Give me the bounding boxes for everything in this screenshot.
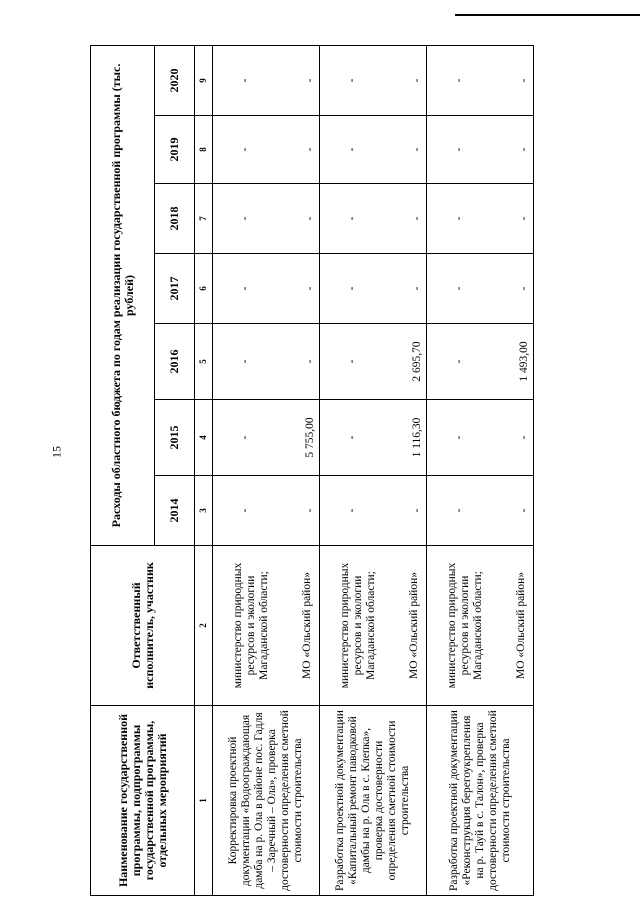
executor-cell bbox=[320, 546, 427, 706]
value-municipality: - bbox=[304, 286, 316, 291]
year-value-cell bbox=[320, 184, 427, 254]
executor-municipality: МО «Ольский район» bbox=[408, 572, 420, 679]
value-municipality: - bbox=[518, 147, 530, 152]
value-ministry: - bbox=[346, 216, 358, 221]
column-number: 2 bbox=[195, 546, 213, 706]
value-ministry: - bbox=[346, 286, 358, 291]
year-value-cell bbox=[320, 400, 427, 476]
value-municipality: - bbox=[304, 359, 316, 364]
activity-name: Разработка проектной документации «Капитальный ремонт паводковой дамбы на р. Ола в с. Клепка», проверка достоверности определения сметной стоимости строительства bbox=[320, 706, 427, 896]
value-ministry: - bbox=[239, 359, 251, 364]
activity-name: Корректировка проектной документации «Водоограждающая дамба на р. Ола в районе пос. Гадля – Заречный – Ола», проверка достоверности определения сметной стоимости строительства bbox=[213, 706, 320, 896]
value-municipality: - bbox=[518, 216, 530, 221]
value-ministry: - bbox=[453, 435, 465, 440]
value-municipality: - bbox=[411, 147, 423, 152]
value-ministry: - bbox=[346, 508, 358, 513]
value-ministry: - bbox=[453, 359, 465, 364]
table-row bbox=[320, 46, 427, 896]
value-ministry: - bbox=[239, 216, 251, 221]
executor-municipality: МО «Ольский район» bbox=[301, 572, 313, 679]
year-value-cell bbox=[427, 184, 534, 254]
value-municipality: 2 695,70 bbox=[411, 341, 423, 382]
year-value-cell bbox=[320, 254, 427, 324]
year-value-cell bbox=[427, 46, 534, 116]
value-municipality: - bbox=[411, 78, 423, 83]
value-municipality: - bbox=[518, 286, 530, 291]
column-number: 5 bbox=[195, 324, 213, 400]
activity-name: Разработка проектной документации «Реконструкция берегоукрепления на р. Тауй в с. Талон», проверка достоверности определения сметной стоимости строительства bbox=[427, 706, 534, 896]
year-header: 2018 bbox=[155, 184, 195, 254]
column-number: 7 bbox=[195, 184, 213, 254]
value-ministry: - bbox=[346, 78, 358, 83]
top-rule bbox=[455, 14, 640, 16]
table-row bbox=[213, 46, 320, 896]
rotated-table-wrapper bbox=[90, 46, 530, 896]
table-row bbox=[427, 46, 534, 896]
value-municipality: - bbox=[518, 78, 530, 83]
year-value-cell bbox=[320, 476, 427, 546]
value-municipality: 1 493,00 bbox=[518, 341, 530, 382]
column-number: 6 bbox=[195, 254, 213, 324]
header-budget: Расходы областного бюджета по годам реализации государственной программы (тыс. рублей) bbox=[91, 46, 155, 546]
value-municipality: - bbox=[411, 216, 423, 221]
value-municipality: - bbox=[518, 435, 530, 440]
executor-ministry: министерство природных ресурсов и экологии Магаданской области; bbox=[339, 562, 377, 689]
value-municipality: 5 755,00 bbox=[304, 417, 316, 458]
year-value-cell bbox=[427, 254, 534, 324]
executor-cell bbox=[213, 546, 320, 706]
value-municipality: - bbox=[304, 508, 316, 513]
year-value-cell bbox=[213, 400, 320, 476]
value-ministry: - bbox=[453, 78, 465, 83]
executor-ministry: министерство природных ресурсов и экологии Магаданской области; bbox=[232, 562, 270, 689]
table-body bbox=[213, 46, 534, 896]
value-municipality: - bbox=[304, 78, 316, 83]
column-number: 1 bbox=[195, 706, 213, 896]
value-ministry: - bbox=[346, 147, 358, 152]
executor-municipality: МО «Ольский район» bbox=[515, 572, 527, 679]
year-value-cell bbox=[213, 254, 320, 324]
year-header: 2020 bbox=[155, 46, 195, 116]
value-municipality: - bbox=[304, 147, 316, 152]
year-header: 2017 bbox=[155, 254, 195, 324]
year-header: 2014 bbox=[155, 476, 195, 546]
column-number: 9 bbox=[195, 46, 213, 116]
header-executor: Ответственный исполнитель, участник bbox=[91, 546, 195, 706]
year-value-cell bbox=[213, 116, 320, 184]
value-municipality: - bbox=[411, 286, 423, 291]
value-ministry: - bbox=[453, 147, 465, 152]
year-value-cell bbox=[427, 324, 534, 400]
value-ministry: - bbox=[453, 508, 465, 513]
value-municipality: - bbox=[518, 508, 530, 513]
year-value-cell bbox=[213, 184, 320, 254]
year-header: 2019 bbox=[155, 116, 195, 184]
executor-ministry: министерство природных ресурсов и экологии Магаданской области; bbox=[446, 562, 484, 689]
year-value-cell bbox=[427, 116, 534, 184]
year-value-cell bbox=[213, 324, 320, 400]
executor-cell bbox=[427, 546, 534, 706]
value-ministry: - bbox=[453, 286, 465, 291]
year-value-cell bbox=[213, 46, 320, 116]
year-value-cell bbox=[320, 324, 427, 400]
value-municipality: 1 116,30 bbox=[411, 417, 423, 458]
value-ministry: - bbox=[239, 147, 251, 152]
value-municipality: - bbox=[304, 216, 316, 221]
year-value-cell bbox=[427, 476, 534, 546]
year-value-cell bbox=[213, 476, 320, 546]
year-value-cell bbox=[320, 46, 427, 116]
year-header: 2015 bbox=[155, 400, 195, 476]
value-ministry: - bbox=[346, 435, 358, 440]
value-ministry: - bbox=[239, 78, 251, 83]
value-ministry: - bbox=[239, 435, 251, 440]
value-ministry: - bbox=[239, 508, 251, 513]
value-ministry: - bbox=[346, 359, 358, 364]
year-value-cell bbox=[320, 116, 427, 184]
value-ministry: - bbox=[239, 286, 251, 291]
year-value-cell bbox=[427, 400, 534, 476]
value-ministry: - bbox=[453, 216, 465, 221]
page-number: 15 bbox=[49, 446, 64, 458]
column-number: 3 bbox=[195, 476, 213, 546]
year-header: 2016 bbox=[155, 324, 195, 400]
header-name: Наименование государственной программы, подпрограммы государственной программы, отдельных мероприятий bbox=[91, 706, 195, 896]
column-number: 8 bbox=[195, 116, 213, 184]
budget-table bbox=[90, 45, 534, 896]
column-number: 4 bbox=[195, 400, 213, 476]
value-municipality: - bbox=[411, 508, 423, 513]
